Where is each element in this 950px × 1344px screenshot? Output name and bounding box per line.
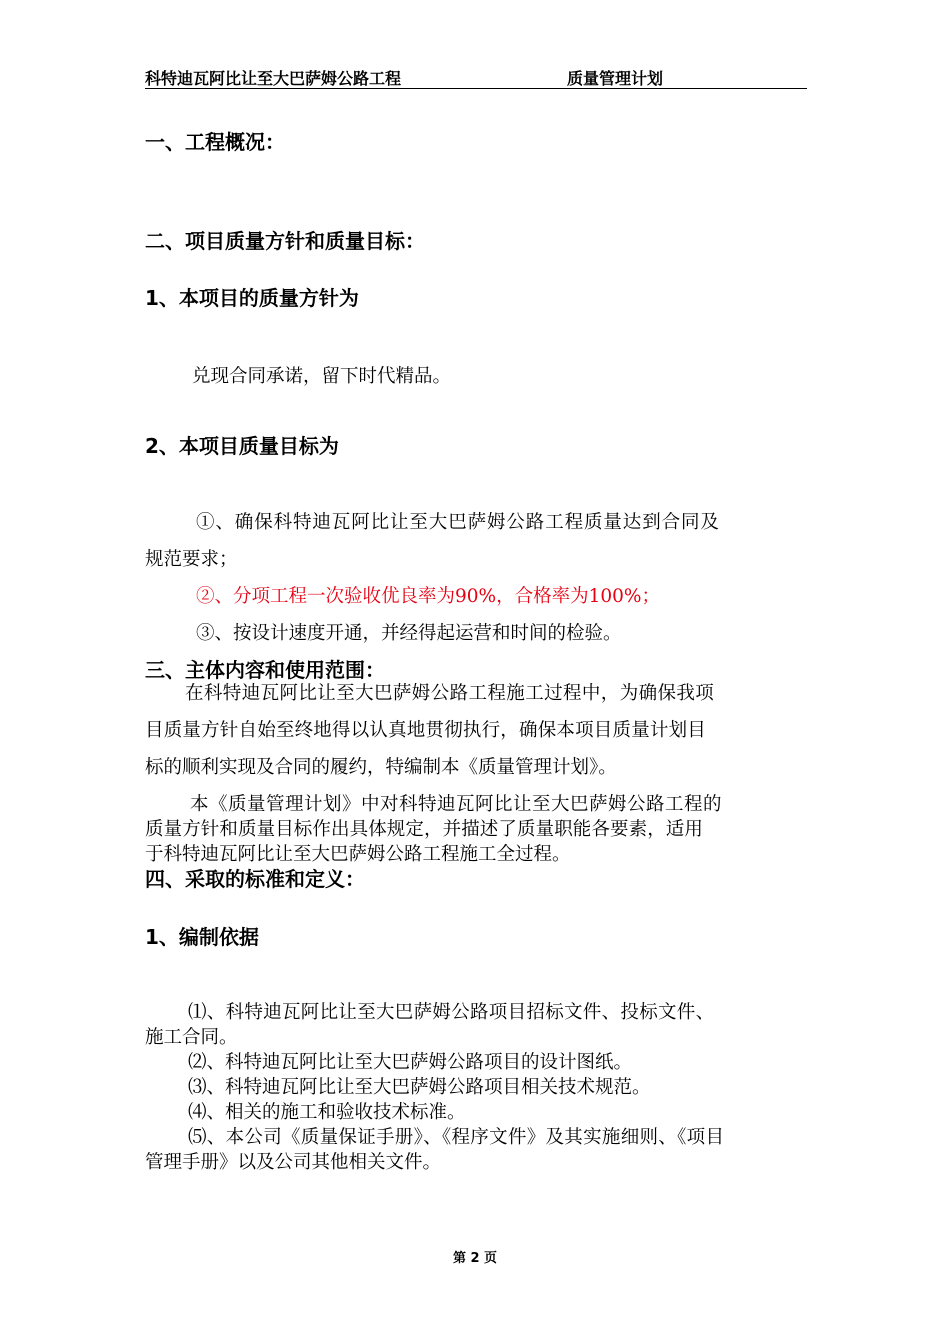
basis-item-1-line-2: 施工合同。 bbox=[145, 1027, 238, 1048]
goal-1-line-1: ①、确保科特迪瓦阿比让至大巴萨姆公路工程质量达到合同及 bbox=[196, 512, 720, 533]
section-2-2-heading: 2、本项目质量目标为 bbox=[145, 434, 339, 458]
basis-item-1-line-1: ⑴、科特迪瓦阿比让至大巴萨姆公路项目招标文件、投标文件、 bbox=[188, 1002, 715, 1023]
section-3-heading: 三、主体内容和使用范围： bbox=[145, 658, 385, 682]
scope-paragraph-2-line-1: 本《质量管理计划》中对科特迪瓦阿比让至大巴萨姆公路工程的 bbox=[190, 794, 723, 815]
goal-1-line-2: 规范要求； bbox=[145, 549, 238, 570]
goal-2-text: ②、分项工程一次验收优良率为90%，合格率为100%； bbox=[196, 586, 661, 607]
section-4-1-heading: 1、编制依据 bbox=[145, 925, 259, 949]
scope-paragraph-2-line-2: 质量方针和质量目标作出具体规定，并描述了质量职能各要素，适用 bbox=[145, 819, 704, 840]
section-2-heading: 二、项目质量方针和质量目标： bbox=[145, 229, 425, 253]
scope-paragraph-1-line-3: 标的顺利实现及合同的履约，特编制本《质量管理计划》。 bbox=[145, 757, 617, 778]
header-project-name: 科特迪瓦阿比让至大巴萨姆公路工程 bbox=[145, 69, 402, 88]
basis-item-2: ⑵、科特迪瓦阿比让至大巴萨姆公路项目的设计图纸。 bbox=[188, 1052, 633, 1073]
basis-item-5-line-1: ⑸、本公司《质量保证手册》、《程序文件》及其实施细则、《项目 bbox=[188, 1127, 725, 1148]
page-header bbox=[145, 66, 807, 89]
goal-3-text: ③、按设计速度开通，并经得起运营和时间的检验。 bbox=[196, 623, 622, 644]
scope-paragraph-1-line-1: 在科特迪瓦阿比让至大巴萨姆公路工程施工过程中，为确保我项 bbox=[185, 683, 715, 704]
quality-policy-text: 兑现合同承诺，留下时代精品。 bbox=[192, 366, 452, 387]
scope-paragraph-2-line-3: 于科特迪瓦阿比让至大巴萨姆公路工程施工全过程。 bbox=[145, 844, 571, 865]
section-2-1-heading: 1、本项目的质量方针为 bbox=[145, 286, 359, 310]
section-4-heading: 四、采取的标准和定义： bbox=[145, 867, 365, 891]
scope-paragraph-1-line-2: 目质量方针自始至终地得以认真地贯彻执行，确保本项目质量计划目 bbox=[145, 720, 707, 741]
section-1-heading: 一、工程概况： bbox=[145, 130, 285, 154]
basis-item-3: ⑶、科特迪瓦阿比让至大巴萨姆公路项目相关技术规范。 bbox=[188, 1077, 651, 1098]
header-document-title: 质量管理计划 bbox=[567, 69, 664, 88]
basis-item-5-line-2: 管理手册》以及公司其他相关文件。 bbox=[145, 1152, 442, 1173]
basis-item-4: ⑷、相关的施工和验收技术标准。 bbox=[188, 1102, 466, 1123]
page-number: 第 2 页 bbox=[452, 1251, 498, 1266]
